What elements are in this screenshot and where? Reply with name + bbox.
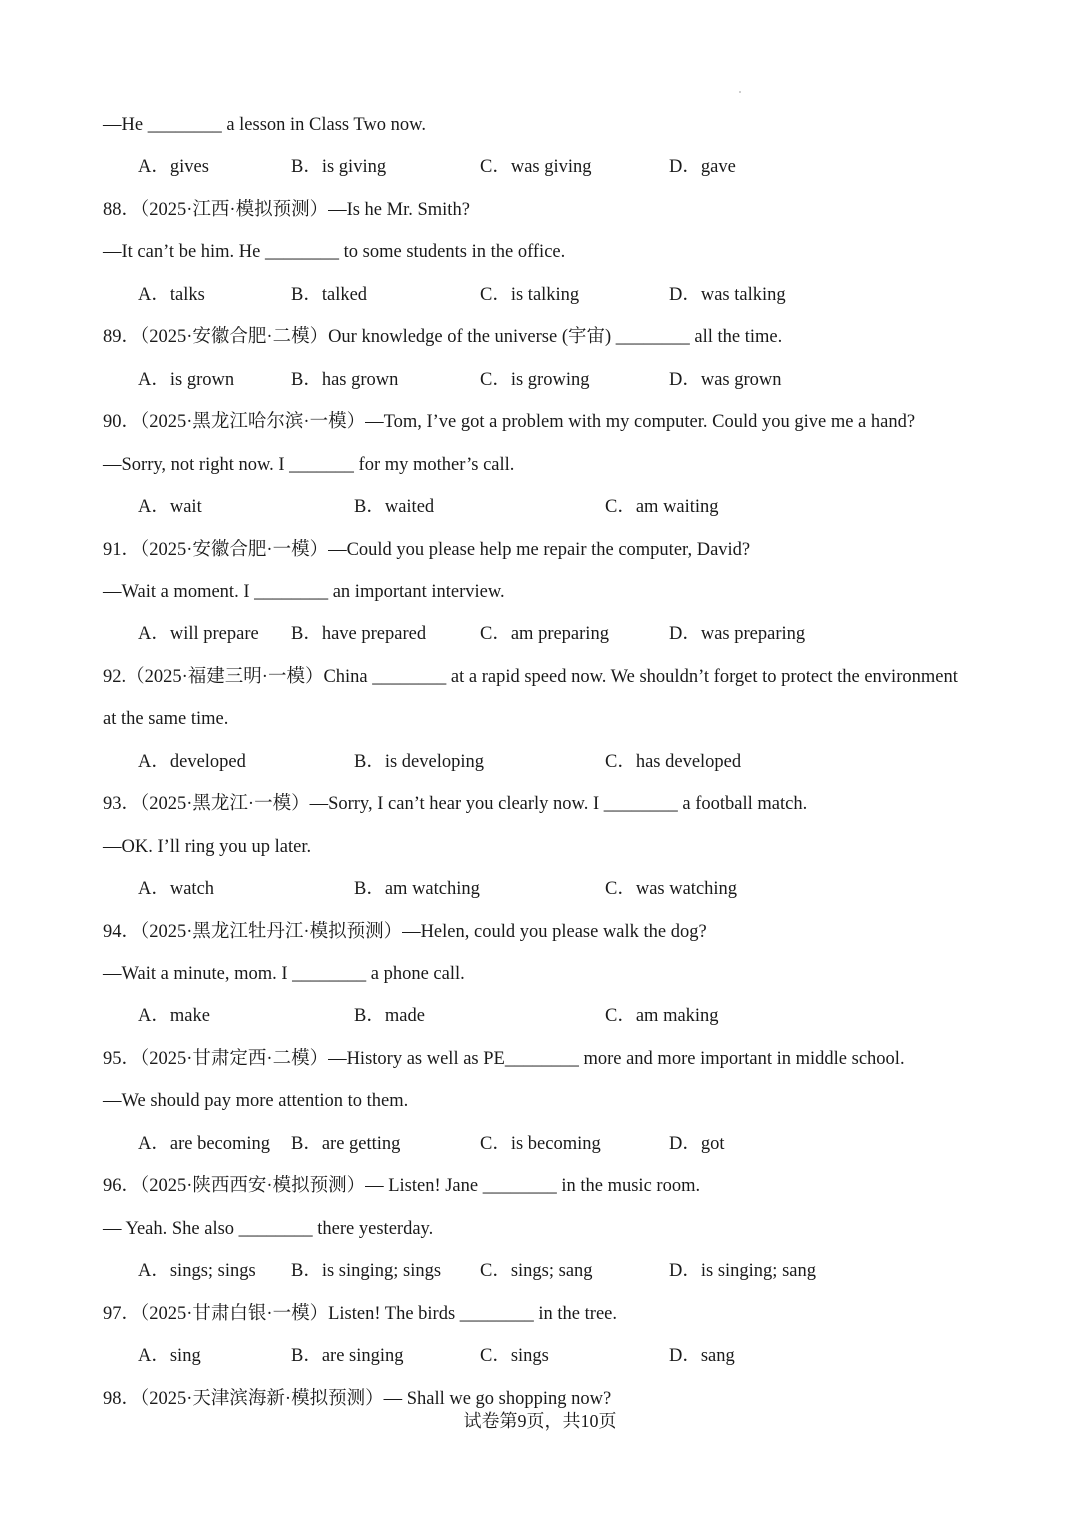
option-c: C．am waiting	[605, 497, 719, 517]
question-stem: 91．（2025·安徽合肥·一模）—Could you please help me repair the computer, David?	[103, 540, 751, 560]
question-text-line: —Wait a minute, mom. I ________ a phone call.	[103, 964, 465, 984]
option-c: C．am making	[605, 1006, 719, 1026]
question-text-line: at the same time.	[103, 709, 229, 729]
question-text-line: —It can’t be him. He ________ to some students in the office.	[103, 242, 566, 262]
scan-speck	[739, 91, 741, 93]
option-d: D．was talking	[669, 285, 786, 305]
option-b: B．are singing	[291, 1346, 404, 1366]
question-stem: 94．（2025·黑龙江牡丹江·模拟预测）—Helen, could you please walk the dog?	[103, 922, 707, 942]
question-text-line: —He ________ a lesson in Class Two now.	[103, 115, 426, 135]
option-b: B．is singing; sings	[291, 1261, 442, 1281]
question-stem: 98．（2025·天津滨海新·模拟预测）— Shall we go shopping now?	[103, 1389, 612, 1409]
option-c: C．am preparing	[480, 624, 609, 644]
option-b: B．is developing	[354, 752, 485, 772]
option-c: C．is talking	[480, 285, 580, 305]
option-a: A．make	[138, 1006, 210, 1026]
option-c: C．sings	[480, 1346, 549, 1366]
option-a: A．developed	[138, 752, 246, 772]
option-b: B．has grown	[291, 370, 399, 390]
option-c: C．sings; sang	[480, 1261, 593, 1281]
question-stem: 97．（2025·甘肃白银·一模）Listen! The birds ________ in the tree.	[103, 1304, 617, 1324]
question-text-line: —OK. I’ll ring you up later.	[103, 837, 312, 857]
option-c: C．was watching	[605, 879, 738, 899]
option-b: B．have prepared	[291, 624, 427, 644]
option-a: A．talks	[138, 285, 205, 305]
option-b: B．made	[354, 1006, 425, 1026]
question-stem: 93．（2025·黑龙江·一模）—Sorry, I can’t hear you clearly now. I ________ a football match.	[103, 794, 808, 814]
option-b: B．is giving	[291, 157, 387, 177]
option-d: D．was grown	[669, 370, 782, 390]
question-stem: 95．（2025·甘肃定西·二模）—History as well as PE________ more and more important in middle school.	[103, 1049, 905, 1069]
option-a: A．sing	[138, 1346, 201, 1366]
question-text-line: —Sorry, not right now. I _______ for my mother’s call.	[103, 455, 515, 475]
option-a: A．is grown	[138, 370, 235, 390]
option-a: A．wait	[138, 497, 202, 517]
option-a: A．sings; sings	[138, 1261, 256, 1281]
option-b: B．am watching	[354, 879, 480, 899]
question-stem: 88．（2025·江西·模拟预测）—Is he Mr. Smith?	[103, 200, 470, 220]
option-c: C．has developed	[605, 752, 742, 772]
option-d: D．sang	[669, 1346, 735, 1366]
option-a: A．are becoming	[138, 1134, 271, 1154]
option-d: D．got	[669, 1134, 725, 1154]
option-a: A．watch	[138, 879, 215, 899]
page-footer: 试卷第9页，共10页	[463, 1411, 617, 1431]
option-b: B．are getting	[291, 1134, 401, 1154]
question-text-line: — Yeah. She also ________ there yesterday.	[103, 1219, 434, 1239]
option-c: C．is becoming	[480, 1134, 601, 1154]
option-a: A．will prepare	[138, 624, 259, 644]
option-b: B．waited	[354, 497, 435, 517]
question-stem: 92.（2025·福建三明·一模）China ________ at a rapid speed now. We shouldn’t forget to protect the environment	[103, 667, 958, 687]
option-d: D．is singing; sang	[669, 1261, 816, 1281]
question-text-line: —Wait a moment. I ________ an important interview.	[103, 582, 505, 602]
question-stem: 90．（2025·黑龙江哈尔滨·一模）—Tom, I’ve got a problem with my computer. Could you give me a hand?	[103, 412, 916, 432]
option-d: D．gave	[669, 157, 736, 177]
option-d: D．was preparing	[669, 624, 806, 644]
option-b: B．talked	[291, 285, 368, 305]
option-c: C．is growing	[480, 370, 590, 390]
question-stem: 96．（2025·陕西西安·模拟预测）— Listen! Jane ________ in the music room.	[103, 1176, 701, 1196]
question-text-line: —We should pay more attention to them.	[103, 1091, 409, 1111]
question-stem: 89．（2025·安徽合肥·二模）Our knowledge of the universe (宇宙) ________ all the time.	[103, 327, 783, 347]
option-c: C．was giving	[480, 157, 592, 177]
option-a: A．gives	[138, 157, 209, 177]
